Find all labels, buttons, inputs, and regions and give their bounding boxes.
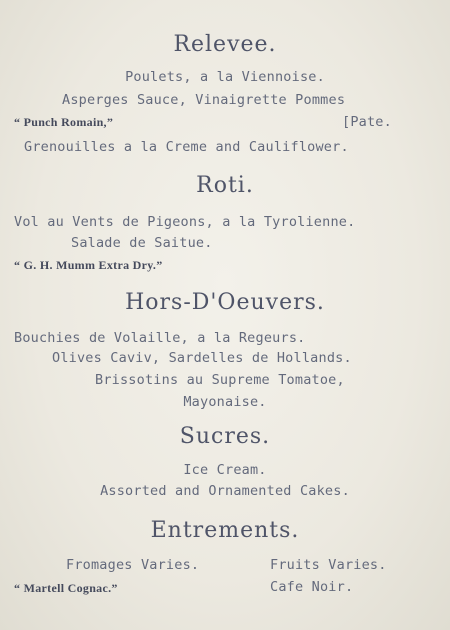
menu-item-pate: [Pate. — [342, 114, 392, 130]
wine-martell-cognac: “ Martell Cognac.” — [14, 581, 118, 595]
menu-item-bouchies: Bouchies de Volaille, a la Regeurs. — [14, 330, 306, 346]
wine-mumm-extra-dry: “ G. H. Mumm Extra Dry.” — [14, 258, 163, 272]
menu-item-salade: Salade de Saitue. — [71, 235, 213, 251]
menu-item-olives: Olives Caviv, Sardelles de Hollands. — [52, 350, 352, 366]
menu-item-mayonaise: Mayonaise. — [183, 394, 267, 410]
section-heading-entrements: Entrements. — [150, 518, 300, 543]
menu-item-ice-cream: Ice Cream. — [183, 462, 267, 478]
section-heading-sucres: Sucres. — [179, 424, 271, 449]
menu-item-fromages: Fromages Varies. — [66, 557, 200, 573]
section-heading-relevee: Relevee. — [173, 32, 277, 57]
menu-item-vol-au-vents: Vol au Vents de Pigeons, a la Tyrolienne. — [14, 214, 356, 230]
menu-item-poulets: Poulets, a la Viennoise. — [125, 69, 325, 85]
menu-item-brissotins: Brissotins au Supreme Tomatoe, — [95, 372, 345, 388]
menu-item-grenouilles: Grenouilles a la Creme and Cauliflower. — [24, 139, 349, 155]
section-heading-hors-doeuvers: Hors-D'Oeuvers. — [125, 290, 325, 315]
menu-item-asperges: Asperges Sauce, Vinaigrette Pommes — [62, 92, 346, 108]
menu-item-fruits: Fruits Varies. — [270, 557, 387, 573]
wine-punch-romain: “ Punch Romain,” — [14, 115, 114, 129]
menu-item-cafe-noir: Cafe Noir. — [270, 579, 354, 595]
section-heading-roti: Roti. — [196, 173, 254, 198]
menu-item-cakes: Assorted and Ornamented Cakes. — [100, 483, 350, 499]
